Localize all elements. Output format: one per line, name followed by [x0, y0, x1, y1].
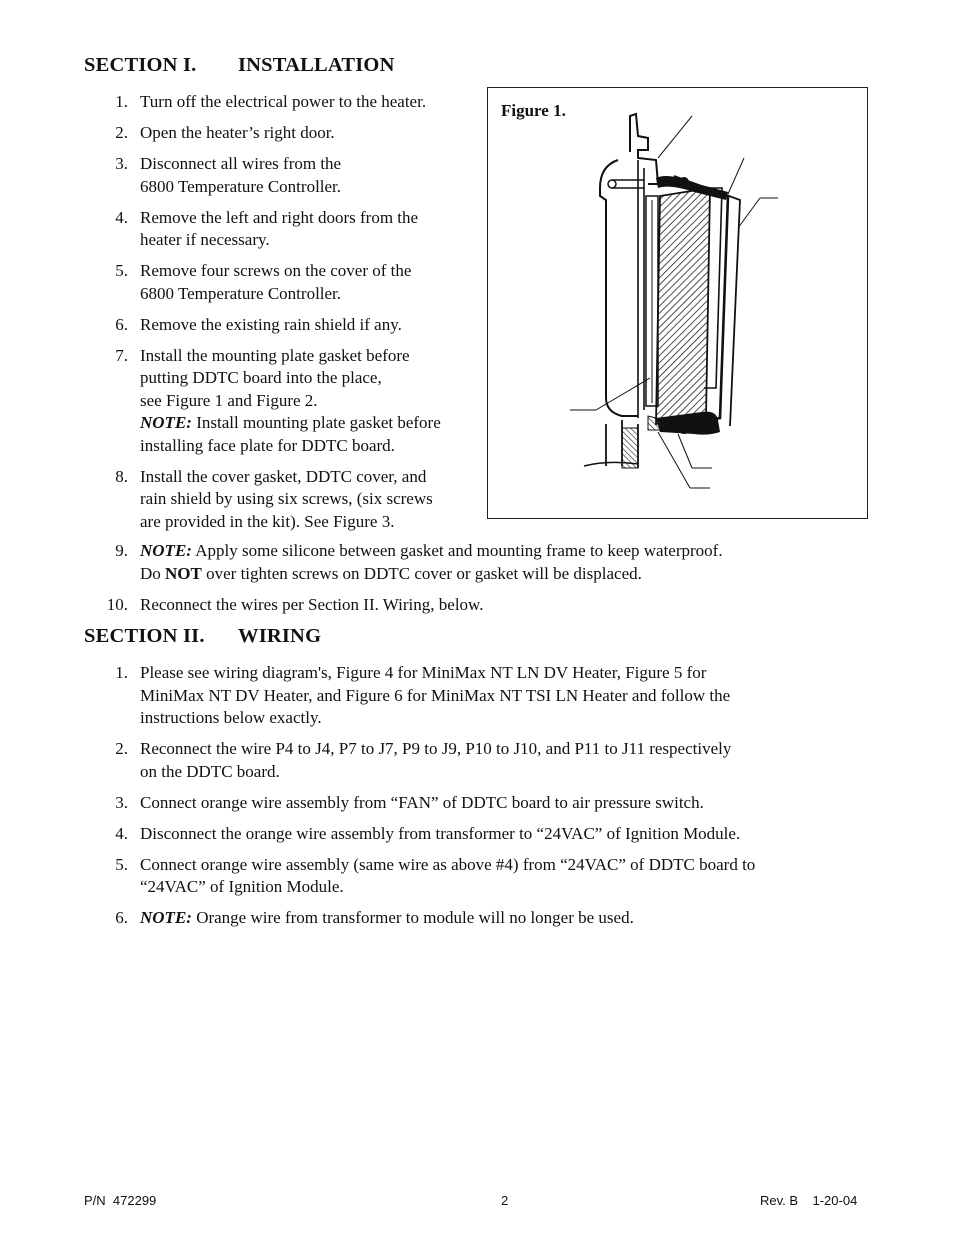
footer-page-number: 2 [501, 1193, 509, 1208]
list-item: 2. Reconnect the wire P4 to J4, P7 to J7, P9 to J9, P10 to J10, and P11 to J11 respectively on the DDTC board. [115, 739, 732, 781]
footer-revision: Rev. B 1-20-04 [760, 1193, 858, 1208]
section-title: WIRING [238, 625, 322, 647]
list-item: 6. Remove the existing rain shield if any. [115, 314, 402, 334]
section-number: SECTION II. [84, 625, 205, 647]
list-item: 4. Disconnect the orange wire assembly from transformer to “24VAC” of Ignition Module. [115, 823, 741, 843]
list-item: 1. Please see wiring diagram's, Figure 4 for MiniMax NT LN DV Heater, Figure 5 for MiniMax NT DV Heater, and Figure 6 for MiniMax NT TSI LN Heater and follow the instructions below exactly. [115, 663, 731, 727]
list-item: 6. NOTE: Orange wire from transformer to module will no longer be used. [115, 908, 634, 927]
installation-steps [84, 91, 484, 542]
section-2-heading [84, 625, 321, 648]
list-item: 4. Remove the left and right doors from the heater if necessary. [115, 207, 419, 249]
list-item: 3. Disconnect all wires from the 6800 Temperature Controller. [115, 154, 342, 196]
note-label: NOTE: [140, 413, 192, 432]
installation-steps-continued [84, 540, 844, 625]
list-item: 1. Turn off the electrical power to the heater. [115, 92, 427, 111]
footer-part-number: P/N 472299 [84, 1193, 157, 1208]
list-item: 9. NOTE: Apply some silicone between gasket and mounting frame to keep waterproof. Do NOT over tighten screws on DDTC cover or gasket will be displaced. [115, 541, 723, 583]
list-item: 7. Install the mounting plate gasket before putting DDTC board into the place, see Figure 1 and Figure 2. NOTE: Install mounting plate gasket before installing face plate for DDTC board. [115, 345, 441, 455]
list-item: 5. Remove four screws on the cover of the 6800 Temperature Controller. [115, 261, 412, 303]
list-item: 10. Reconnect the wires per Section II. Wiring, below. [106, 594, 484, 614]
section-number: SECTION I. [84, 54, 197, 76]
wiring-steps [84, 662, 844, 938]
note-label: NOTE: [140, 541, 192, 560]
list-item: 2. Open the heater’s right door. [115, 123, 335, 142]
figure-caption: Figure 1. [501, 101, 566, 120]
note-label: NOTE: [140, 908, 192, 927]
list-item: 3. Connect orange wire assembly from “FAN” of DDTC board to air pressure switch. [115, 792, 704, 812]
list-item: 5. Connect orange wire assembly (same wire as above #4) from “24VAC” of DDTC board to “24VAC” of Ignition Module. [115, 854, 756, 896]
list-item: 8. Install the cover gasket, DDTC cover, and rain shield by using six screws, (six screws are provided in the kit). See Figure 3. [115, 466, 433, 531]
figure-1 [487, 87, 868, 519]
section-1-heading [84, 54, 395, 77]
section-title: INSTALLATION [238, 54, 395, 76]
controller-cross-section-drawing [488, 88, 867, 518]
